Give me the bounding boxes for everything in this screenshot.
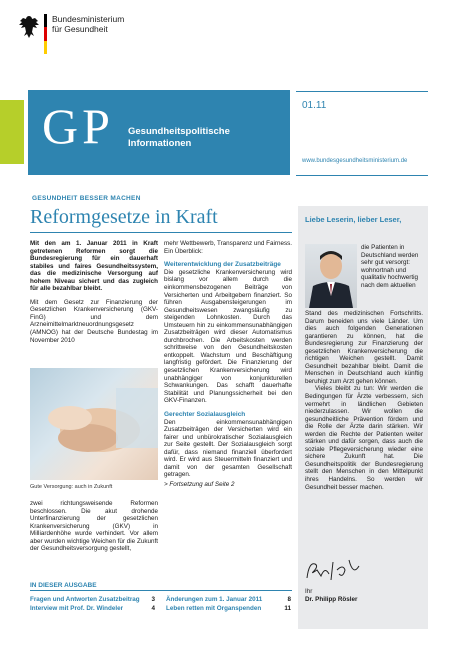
gp-logo-letters: GP xyxy=(42,98,114,154)
subtitle-line-1: Gesundheitspolitische xyxy=(128,126,230,137)
letter-body xyxy=(305,310,423,491)
letter-opening: die Patienten in Deutschland werden sehr gut versorgt: wohnortnah und qualitativ hochwertig nach dem aktuellen xyxy=(361,244,419,289)
toc-item[interactable] xyxy=(30,605,155,612)
flag-stripe-black xyxy=(44,14,47,27)
article-title: Reformgesetze in Kraft xyxy=(30,206,218,228)
toc-item-label: Fragen und Antworten Zusatzbeitrag xyxy=(30,596,140,603)
toc-item[interactable] xyxy=(30,596,155,603)
person-icon xyxy=(305,244,357,308)
toc-item-label: Änderungen zum 1. Januar 2011 xyxy=(166,596,263,603)
section-label: GESUNDHEIT BESSER MACHEN xyxy=(32,195,141,202)
toc-heading: IN DIESER AUSGABE xyxy=(30,582,97,589)
banner-rule-bottom xyxy=(296,175,428,176)
article-paragraph-col2-start: mehr Wettbewerb, Transparenz und Fairness. Ein Überblick: xyxy=(164,240,292,255)
article-paragraph-3: Den einkommensunabhängigen Zusatzbeiträgen der Versicherten wird ein fairer und unbürokratischer Sozialausgleich zur Seite gestellt. Der Sozialausgleich sorgt dafür, dass niemand finanziell überfordert wird. Er wird aus Steuermitteln finanziert und damit von der gesamten Gesellschaft getragen. xyxy=(164,418,292,479)
flag-stripe-red xyxy=(44,27,47,40)
publication-subtitle xyxy=(128,126,230,150)
letter-signoff xyxy=(305,588,357,604)
article-paragraph-1: Mit dem Gesetz zur Finanzierung der Gesetzlichen Krankenversicherung (GKV-FinG) und dem Arzneimittelmarktneuordnungsgesetz (AMNOG) hat der Deutsche Bundestag im November 2010 xyxy=(30,298,158,344)
ministry-name xyxy=(52,14,124,34)
subheading-sozialausgleich: Gerechter Sozialausgleich xyxy=(164,410,246,418)
toc-item[interactable] xyxy=(166,596,291,603)
letter-author: Dr. Philipp Rösler xyxy=(305,596,358,603)
letter-closing: Ihr xyxy=(305,588,313,595)
article-column-2 xyxy=(164,240,292,488)
ministry-line-1: Bundesministerium xyxy=(52,14,125,24)
article-column-1 xyxy=(30,240,158,350)
ministry-line-2: für Gesundheit xyxy=(52,24,108,34)
banner-accent-bar xyxy=(0,100,24,164)
toc-item-label: Leben retten mit Organspenden xyxy=(166,605,262,612)
german-flag-bar xyxy=(44,14,47,54)
article-lead: Mit den am 1. Januar 2011 in Kraft getretenen Reformen sorgt die Bundesregierung für ein dauerhaft stabiles und faires Gesundheitssystem, das die medizinische Versorgung auf hohem Niveau sichert und das zugleich für alle bezahlbar bleibt. xyxy=(30,240,158,293)
hands-image-icon xyxy=(30,368,158,480)
subheading-zusatzbeitraege: Weiterentwicklung der Zusatzbeiträge xyxy=(164,261,281,269)
article-paragraph-2: Die gesetzliche Krankenversicherung wird bislang vor allem durch die einkommensbezogenen Beiträge von Versicherten und Arbeitgebern finanziert. So führen Ausgabensteigerungen im Gesundheitswesen zwangsläufig zu steigenden Lohnkosten. Durch das Umsteuern hin zu einkommensunabhängigen Zusatzbeiträgen wird dieser Automatismus durchbrochen. Die Arbeitskosten werden schrittweise von den Gesundheitskosten entkoppelt. Wachstum und Beschäftigung langfristig gefördert. Die Finanzierung der gesetzlichen Krankenversicherung wird unabhängiger von konjunkturellen Schwankungen. Das schafft dauerhafte Stabilität und Planungssicherheit bei den GKV-Finanzen. xyxy=(164,268,292,405)
signature-icon xyxy=(303,556,363,584)
letter-paragraph-2: Vieles bleibt zu tun: Wir werden die Bedingungen für Ärzte verbessern, sich vermehrt in ländlichen Gebieten niederzulassen. Wir wollen die gesundheitliche Prävention fördern und die Rolle der Ärzte darin stärken. Wir werden die Rechte der Patienten weiter stärken und dafür sorgen, dass auch die soziale Pflegeversicherung wieder eine sichere Zukunft hat. Die Gesundheitspolitik der Bundesregierung stellt den Menschen in den Mittelpunkt ihres Handelns. So werden wir Gesundheit besser machen. xyxy=(305,385,423,491)
banner-rule-top xyxy=(296,91,428,92)
article-photo xyxy=(30,368,158,480)
toc-rule xyxy=(30,590,292,591)
eagle-icon xyxy=(18,14,40,40)
toc-item[interactable] xyxy=(166,605,291,612)
title-rule xyxy=(30,232,292,233)
toc-item-page: 11 xyxy=(284,605,291,612)
author-portrait xyxy=(305,244,357,308)
continued-link[interactable]: > Fortsetzung auf Seite 2 xyxy=(164,480,235,488)
toc-item-page: 8 xyxy=(287,596,291,603)
flag-stripe-gold xyxy=(44,41,47,54)
subtitle-line-2: Informationen xyxy=(128,138,192,149)
letter-paragraph-1: Stand des medizinischen Fortschritts. Darum beneiden uns viele Länder. Um dies auch folgenden Generationen garantieren zu können, hat die Bundesregierung zur Finanzierung der gesetzlichen Krankenversicherung die richtigen Weichen gestellt. Damit Gesundheit bezahlbar bleibt. Damit die Menschen in Deutschland auch künftig beruhigt zum Arzt gehen können. xyxy=(305,310,423,385)
photo-caption: Gute Versorgung: auch in Zukunft xyxy=(30,484,113,490)
toc-item-page: 3 xyxy=(151,596,155,603)
toc-item-page: 4 xyxy=(151,605,155,612)
letter-salutation: Liebe Leserin, lieber Leser, xyxy=(305,215,402,224)
article-column-1-continued xyxy=(30,500,158,559)
article-paragraph-1-continued: zwei richtungsweisende Reformen beschlossen. Die akut drohende Unterfinanzierung der gesetzlichen Krankenversicherung (GKV) in Milliardenhöhe wurde verhindert. Vor allem aber wurden wichtige Weichen für die Zukunft der Gesundheitsversorgung gestellt, xyxy=(30,500,158,553)
toc-item-label: Interview mit Prof. Dr. Windeler xyxy=(30,605,124,612)
issue-number: 01.11 xyxy=(302,100,327,111)
website-link[interactable]: www.bundesgesundheitsministerium.de xyxy=(302,158,408,164)
